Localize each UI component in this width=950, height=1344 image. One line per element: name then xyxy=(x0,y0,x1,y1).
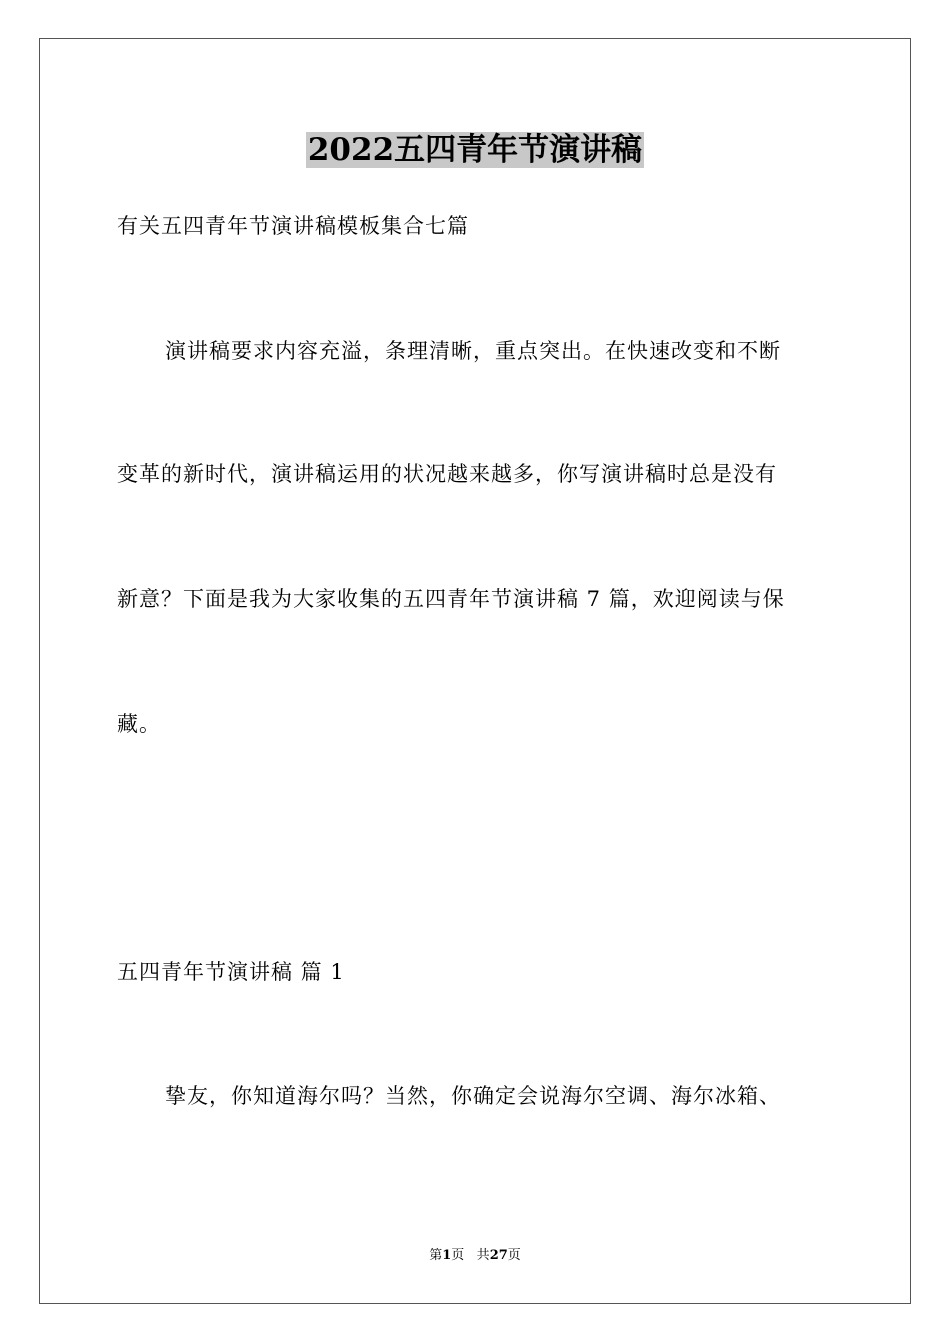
section-first-line: 挚友，你知道海尔吗？当然，你确定会说海尔空调、海尔冰箱、 xyxy=(165,1084,781,1108)
document-subtitle: 有关五四青年节演讲稿模板集合七篇 xyxy=(117,214,469,238)
footer-prefix: 第 xyxy=(429,1248,443,1263)
intro-line-1: 演讲稿要求内容充溢，条理清晰，重点突出。在快速改变和不断 xyxy=(165,339,781,363)
document-title-text: 2022五四青年节演讲稿 xyxy=(307,132,643,168)
footer-total-pages: 27 xyxy=(489,1248,508,1263)
document-title xyxy=(0,128,950,172)
footer-page-number: 1 xyxy=(442,1248,452,1263)
section-heading: 五四青年节演讲稿 篇 1 xyxy=(117,960,345,984)
intro-line-4: 藏。 xyxy=(117,712,161,736)
footer-page-suffix: 页 xyxy=(451,1248,465,1263)
footer-total-suffix: 页 xyxy=(507,1248,521,1263)
page-footer xyxy=(0,1247,950,1265)
intro-line-2: 变革的新时代，演讲稿运用的状况越来越多，你写演讲稿时总是没有 xyxy=(117,462,777,486)
footer-total-prefix: 共 xyxy=(476,1248,490,1263)
intro-line-3: 新意？下面是我为大家收集的五四青年节演讲稿 7 篇，欢迎阅读与保 xyxy=(117,587,785,611)
